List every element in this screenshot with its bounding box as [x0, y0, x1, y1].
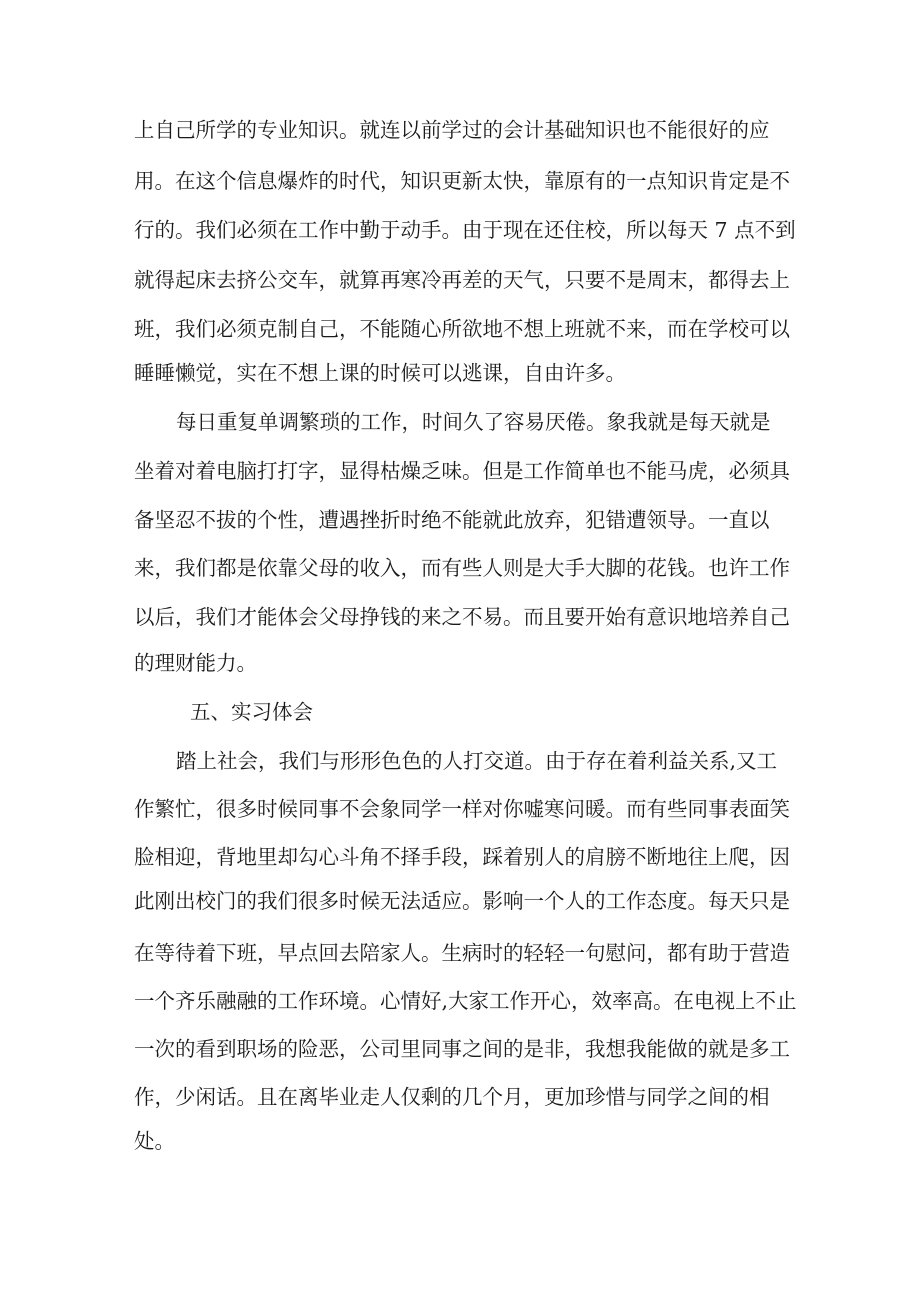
text-line: 一个齐乐融融的工作环境。心情好,大家工作开心，效率高。在电视上不止 [134, 989, 797, 1013]
text-line: 以后，我们才能体会父母挣钱的来之不易。而且要开始有意识地培养自己 [134, 605, 790, 629]
text-line: 的理财能力。 [134, 651, 257, 675]
paragraph-first-line: 踏上社会，我们与形形色色的人打交道。由于存在着利益关系,又工 [176, 749, 778, 773]
text-line: 来，我们都是依靠父母的收入，而有些人则是大手大脚的花钱。也许工作 [134, 556, 790, 580]
text-line: 作繁忙，很多时候同事不会象同学一样对你嘘寒问暖。而有些同事表面笑 [134, 797, 790, 821]
paragraph-first-line: 每日重复单调繁琐的工作，时间久了容易厌倦。象我就是每天就是 [176, 410, 771, 434]
text-line: 此刚出校门的我们很多时候无法适应。影响一个人的工作态度。每天只是 [134, 889, 790, 913]
text-line: 班，我们必须克制自己，不能随心所欲地不想上班就不来，而在学校可以 [134, 317, 790, 341]
text-line: 睡睡懒觉，实在不想上课的时候可以逃课，自由许多。 [134, 361, 626, 385]
text-line: 用。在这个信息爆炸的时代，知识更新太快，靠原有的一点知识肯定是不 [134, 169, 790, 193]
section-heading: 五、实习体会 [190, 700, 313, 724]
text-line: 作，少闲话。且在离毕业走人仅剩的几个月，更加珍惜与同学之间的相 [134, 1085, 770, 1109]
text-line: 在等待着下班，早点回去陪家人。生病时的轻轻一句慰问，都有助于营造 [134, 941, 790, 965]
text-line: 处。 [134, 1129, 175, 1153]
text-line: 坐着对着电脑打打字，显得枯燥乏味。但是工作简单也不能马虎，必须具 [134, 459, 790, 483]
text-line: 一次的看到职场的险恶，公司里同事之间的是非，我想我能做的就是多工 [134, 1037, 790, 1061]
text-line: 脸相迎，背地里却勾心斗角不择手段，踩着别人的肩膀不断地往上爬，因 [134, 845, 790, 869]
text-line: 备坚忍不拔的个性，遭遇挫折时绝不能就此放弃，犯错遭领导。一直以 [134, 508, 770, 532]
text-line: 行的。我们必须在工作中勤于动手。由于现在还住校，所以每天 7 点不到 [134, 218, 796, 242]
text-line: 上自己所学的专业知识。就连以前学过的会计基础知识也不能很好的应 [134, 118, 770, 142]
text-line: 就得起床去挤公交车，就算再寒冷再差的天气，只要不是周末，都得去上 [134, 268, 790, 292]
